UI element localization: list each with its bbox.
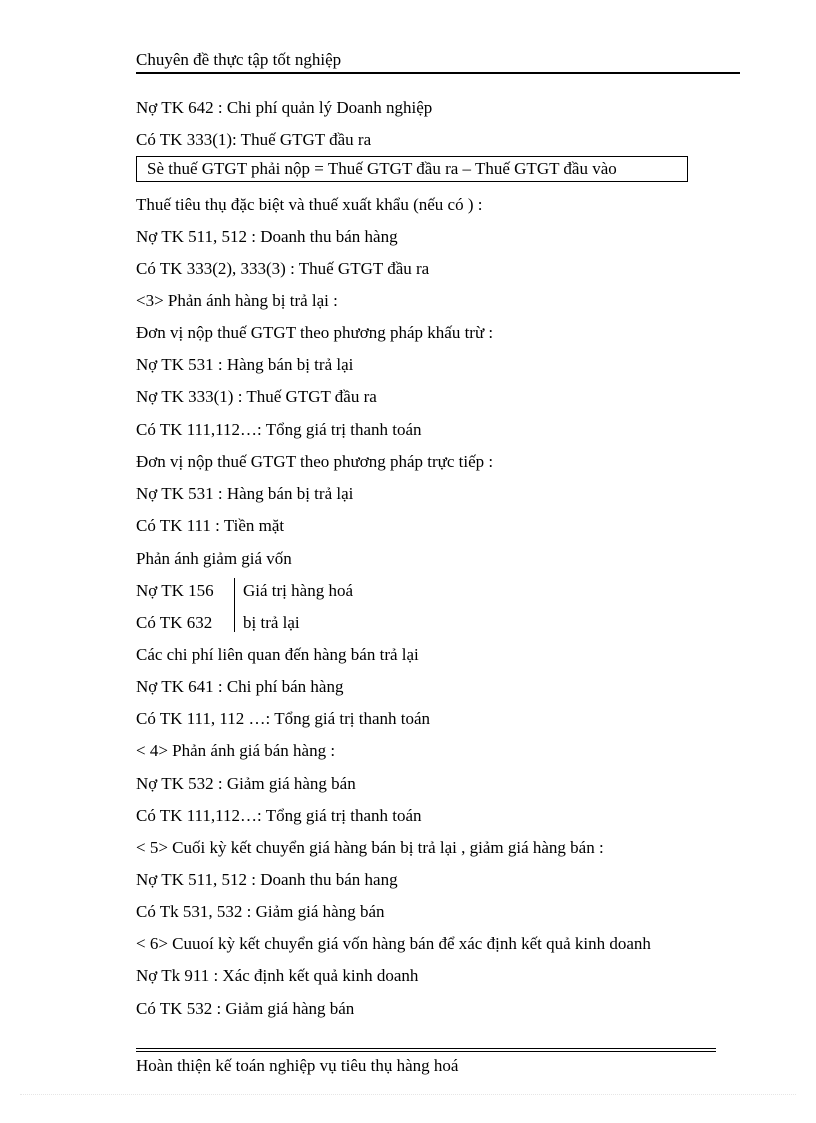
text-line: Đơn vị nộp thuế GTGT theo phương pháp khấu trừ : <box>136 323 494 342</box>
text-line: Có TK 111,112…: Tổng giá trị thanh toán <box>136 806 422 825</box>
header-title: Chuyên đề thực tập tốt nghiệp <box>136 50 342 69</box>
text-line: Nợ TK 641 : Chi phí bán hàng <box>136 677 344 696</box>
text-line: Nợ TK 511, 512 : Doanh thu bán hang <box>136 870 398 889</box>
text-line: < 5> Cuối kỳ kết chuyển giá hàng bán bị trả lại , giảm giá hàng bán : <box>136 838 604 857</box>
text-line: Có TK 111 : Tiền mặt <box>136 516 285 535</box>
text-line: Đơn vị nộp thuế GTGT theo phương pháp trực tiếp : <box>136 452 494 471</box>
text-line: Có TK 333(1): Thuế GTGT đầu ra <box>136 130 372 149</box>
split-divider <box>234 578 235 632</box>
footer-rule <box>136 1048 716 1049</box>
formula-box <box>136 156 688 182</box>
page-footer: Hoàn thiện kế toán nghiệp vụ tiêu thụ hàng hoá <box>136 1056 459 1075</box>
text-line: Phản ánh giảm giá vốn <box>136 549 292 568</box>
footer-rule <box>136 1051 716 1052</box>
split-desc-2: bị trả lại <box>243 613 300 632</box>
text-line: Các chi phí liên quan đến hàng bán trả lại <box>136 645 419 664</box>
text-line: Nợ Tk 911 : Xác định kết quả kinh doanh <box>136 966 419 985</box>
text-line: Có TK 111, 112 …: Tổng giá trị thanh toán <box>136 709 431 728</box>
text-line: Có Tk 531, 532 : Giảm giá hàng bán <box>136 902 385 921</box>
text-line: Nợ TK 642 : Chi phí quản lý Doanh nghiệp <box>136 98 433 117</box>
text-line: < 6> Cuuoí kỳ kết chuyển giá vốn hàng bán để xác định kết quả kinh doanh <box>136 934 651 953</box>
text-line: Có TK 111,112…: Tổng giá trị thanh toán <box>136 420 422 439</box>
text-line: Nợ TK 531 : Hàng bán bị trả lại <box>136 355 354 374</box>
split-debit: Nợ TK 156 <box>136 581 214 600</box>
page-edge <box>20 1094 796 1095</box>
text-line: Nợ TK 532 : Giảm giá hàng bán <box>136 774 356 793</box>
page-header <box>136 48 740 74</box>
formula-text: Sè thuế GTGT phải nộp = Thuế GTGT đầu ra – Thuế GTGT đầu vào <box>147 159 617 178</box>
text-line: Có TK 333(2), 333(3) : Thuế GTGT đầu ra <box>136 259 430 278</box>
text-line: Nợ TK 333(1) : Thuế GTGT đầu ra <box>136 387 377 406</box>
text-line: <3> Phản ánh hàng bị trả lại : <box>136 291 338 310</box>
text-line: Thuế tiêu thụ đặc biệt và thuế xuất khẩu (nếu có ) : <box>136 195 483 214</box>
text-line: Nợ TK 511, 512 : Doanh thu bán hàng <box>136 227 398 246</box>
split-desc-1: Giá trị hàng hoá <box>243 581 353 600</box>
text-line: Có TK 532 : Giảm giá hàng bán <box>136 999 355 1018</box>
text-line: < 4> Phản ánh giá bán hàng : <box>136 741 336 760</box>
split-credit: Có TK 632 <box>136 613 213 632</box>
text-line: Nợ TK 531 : Hàng bán bị trả lại <box>136 484 354 503</box>
